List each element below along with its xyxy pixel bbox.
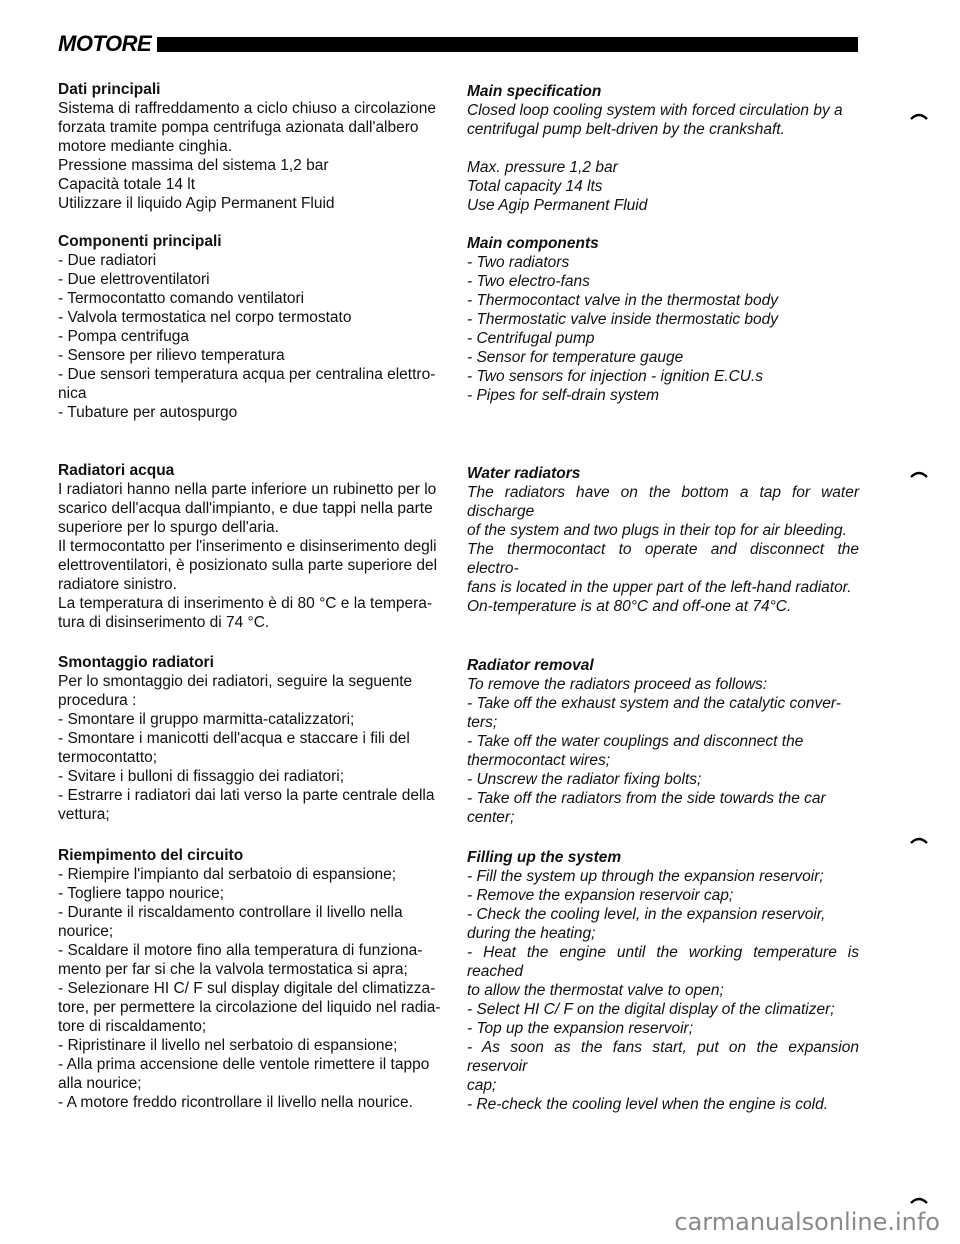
text-line: - Due elettroventilatori (58, 271, 210, 288)
margin-mark-icon (910, 1196, 928, 1204)
section-body (58, 480, 448, 632)
text-line: I radiatori hanno nella parte inferiore un rubinetto per lo (58, 481, 437, 498)
text-line (467, 139, 859, 158)
text-line: ters; (467, 714, 498, 731)
text-line: to allow the thermostat valve to open; (467, 982, 724, 999)
text-line: - Estrarre i radiatori dai lati verso la parte centrale della (58, 787, 435, 804)
text-line: radiatore sinistro. (58, 576, 177, 593)
text-line: The thermocontact to operate and disconnect the electro- (467, 541, 864, 577)
section-body (58, 865, 448, 1112)
section-body (58, 672, 448, 824)
section-heading: Main components (467, 235, 599, 252)
page-header (58, 30, 858, 58)
text-line: cap; (467, 1077, 497, 1094)
text-line: - Centrifugal pump (467, 330, 595, 347)
text-line: - Take off the radiators from the side towards the car (467, 790, 826, 807)
text-line: Capacità totale 14 lt (58, 176, 196, 193)
text-line: - Thermocontact valve in the thermostat body (467, 292, 779, 309)
text-line: - Due radiatori (58, 252, 157, 269)
section-heading: Radiator removal (467, 657, 594, 674)
text-line: alla nourice; (58, 1075, 142, 1092)
text-line: Pressione massima del sistema 1,2 bar (58, 157, 329, 174)
text-line: of the system and two plugs in their top for air bleeding. (467, 522, 847, 539)
text-line: thermocontact wires; (467, 752, 610, 769)
text-line: - Top up the expansion reservoir; (467, 1020, 694, 1037)
text-line: - Fill the system up through the expansion reservoir; (467, 868, 824, 885)
text-line: center; (467, 809, 515, 826)
section-body (467, 675, 859, 827)
it-components-section (58, 232, 448, 422)
text-line: On-temperature is at 80°C and off-one at 74°C. (467, 598, 792, 615)
text-line: - Check the cooling level, in the expansion reservoir, (467, 906, 826, 923)
section-body (58, 251, 448, 422)
text-line: - Svitare i bulloni di fissaggio dei radiatori; (58, 768, 345, 785)
text-line: nourice; (58, 923, 114, 940)
text-line: motore mediante cinghia. (58, 138, 233, 155)
it-filling-section (58, 846, 448, 1112)
section-heading: Riempimento del circuito (58, 847, 244, 864)
section-heading: Filling up the system (467, 849, 622, 866)
text-line: Il termocontatto per l'inserimento e disinserimento degli (58, 538, 437, 555)
watermark: carmanualsonline.info (674, 1208, 940, 1236)
text-line: fans is located in the upper part of the left-hand radiator. (467, 579, 852, 596)
text-line: - Two sensors for injection - ignition E.CU.s (467, 368, 764, 385)
text-line: procedura : (58, 692, 137, 709)
text-line: - Heat the engine until the working temperature is reached (467, 944, 864, 980)
text-line: - Sensore per rilievo temperatura (58, 347, 285, 364)
text-line: - Two electro-fans (467, 273, 590, 290)
text-line: elettroventilatori, è posizionato sulla parte superiore del (58, 557, 438, 574)
it-main-spec-section (58, 80, 448, 213)
section-body (467, 867, 864, 1114)
text-line: - Valvola termostatica nel corpo termostato (58, 309, 352, 326)
text-line: tura di disinserimento di 74 °C. (58, 614, 270, 631)
text-line: - Durante il riscaldamento controllare il livello nella (58, 904, 403, 921)
section-heading: Componenti principali (58, 233, 222, 250)
margin-mark-icon (910, 470, 928, 478)
section-body (467, 253, 859, 405)
text-line: nica (58, 385, 87, 402)
text-line: termocontatto; (58, 749, 158, 766)
section-heading: Water radiators (467, 465, 581, 482)
text-line: Total capacity 14 lts (467, 178, 603, 195)
section-body (467, 483, 864, 616)
text-line: The radiators have on the bottom a tap for water discharge (467, 484, 864, 520)
text-line: To remove the radiators proceed as follows: (467, 676, 768, 693)
text-line: mento per far si che la valvola termostatica si apra; (58, 961, 408, 978)
text-line: Per lo smontaggio dei radiatori, seguire la seguente (58, 673, 413, 690)
text-line: tore, per permettere la circolazione del liquido nel radia- (58, 999, 441, 1016)
text-line: during the heating; (467, 925, 596, 942)
text-line: superiore per lo spurgo dell'aria. (58, 519, 279, 536)
text-line: - Riempire l'impianto dal serbatoio di espansione; (58, 866, 397, 883)
text-line: - Alla prima accensione delle ventole rimettere il tappo (58, 1056, 430, 1073)
text-line: - Tubature per autospurgo (58, 404, 238, 421)
text-line: - Sensor for temperature gauge (467, 349, 684, 366)
margin-mark-icon (910, 836, 928, 844)
text-line: - Two radiators (467, 254, 570, 271)
text-line: centrifugal pump belt-driven by the crankshaft. (467, 121, 785, 138)
it-radiator-removal-section (58, 653, 448, 824)
margin-mark-icon (910, 112, 928, 120)
text-line: Sistema di raffreddamento a ciclo chiuso a circolazione (58, 100, 436, 117)
section-body (467, 101, 859, 215)
text-line: - Smontare i manicotti dell'acqua e staccare i fili del (58, 730, 410, 747)
text-line: - Take off the exhaust system and the catalytic conver- (467, 695, 841, 712)
text-line: Utilizzare il liquido Agip Permanent Fluid (58, 195, 335, 212)
text-line: - Select HI C/ F on the digital display of the climatizer; (467, 1001, 835, 1018)
text-line: scarico dell'acqua dall'impianto, e due tappi nella parte (58, 500, 433, 517)
text-line: - As soon as the fans start, put on the expansion reservoir (467, 1039, 864, 1075)
it-water-radiators-section (58, 461, 448, 632)
text-line: Use Agip Permanent Fluid (467, 197, 648, 214)
text-line: - Pipes for self-drain system (467, 387, 660, 404)
section-heading: Dati principali (58, 81, 161, 98)
section-heading: Main specification (467, 83, 602, 100)
text-line: - Ripristinare il livello nel serbatoio di espansione; (58, 1037, 398, 1054)
en-water-radiators-section (467, 464, 864, 616)
page-title: MOTORE (58, 30, 157, 58)
text-line: - Remove the expansion reservoir cap; (467, 887, 734, 904)
section-heading: Smontaggio radiatori (58, 654, 214, 671)
section-heading: Radiatori acqua (58, 462, 175, 479)
text-line: - Pompa centrifuga (58, 328, 189, 345)
header-rule (148, 37, 858, 52)
text-line: Max. pressure 1,2 bar (467, 159, 618, 176)
text-line: - Selezionare HI C/ F sul display digitale del climatizza- (58, 980, 436, 997)
text-line: Closed loop cooling system with forced circulation by a (467, 102, 843, 119)
en-components-section (467, 234, 859, 405)
text-line: - Termocontatto comando ventilatori (58, 290, 305, 307)
text-line: - Re-check the cooling level when the engine is cold. (467, 1096, 829, 1113)
text-line: - A motore freddo ricontrollare il livello nella nourice. (58, 1094, 413, 1111)
text-line: - Unscrew the radiator fixing bolts; (467, 771, 702, 788)
text-line: - Scaldare il motore fino alla temperatura di funziona- (58, 942, 423, 959)
text-line: - Take off the water couplings and disconnect the (467, 733, 804, 750)
text-line: - Smontare il gruppo marmitta-catalizzatori; (58, 711, 355, 728)
text-line: forzata tramite pompa centrifuga azionata dall'albero (58, 119, 419, 136)
text-line: - Togliere tappo nourice; (58, 885, 225, 902)
section-body (58, 99, 448, 213)
en-main-spec-section (467, 82, 859, 215)
en-filling-section (467, 848, 864, 1114)
text-line: - Thermostatic valve inside thermostatic body (467, 311, 778, 328)
text-line: La temperatura di inserimento è di 80 °C e la tempera- (58, 595, 433, 612)
text-line: tore di riscaldamento; (58, 1018, 207, 1035)
text-line: vettura; (58, 806, 110, 823)
text-line: - Due sensori temperatura acqua per centralina elettro- (58, 366, 436, 383)
en-radiator-removal-section (467, 656, 859, 827)
